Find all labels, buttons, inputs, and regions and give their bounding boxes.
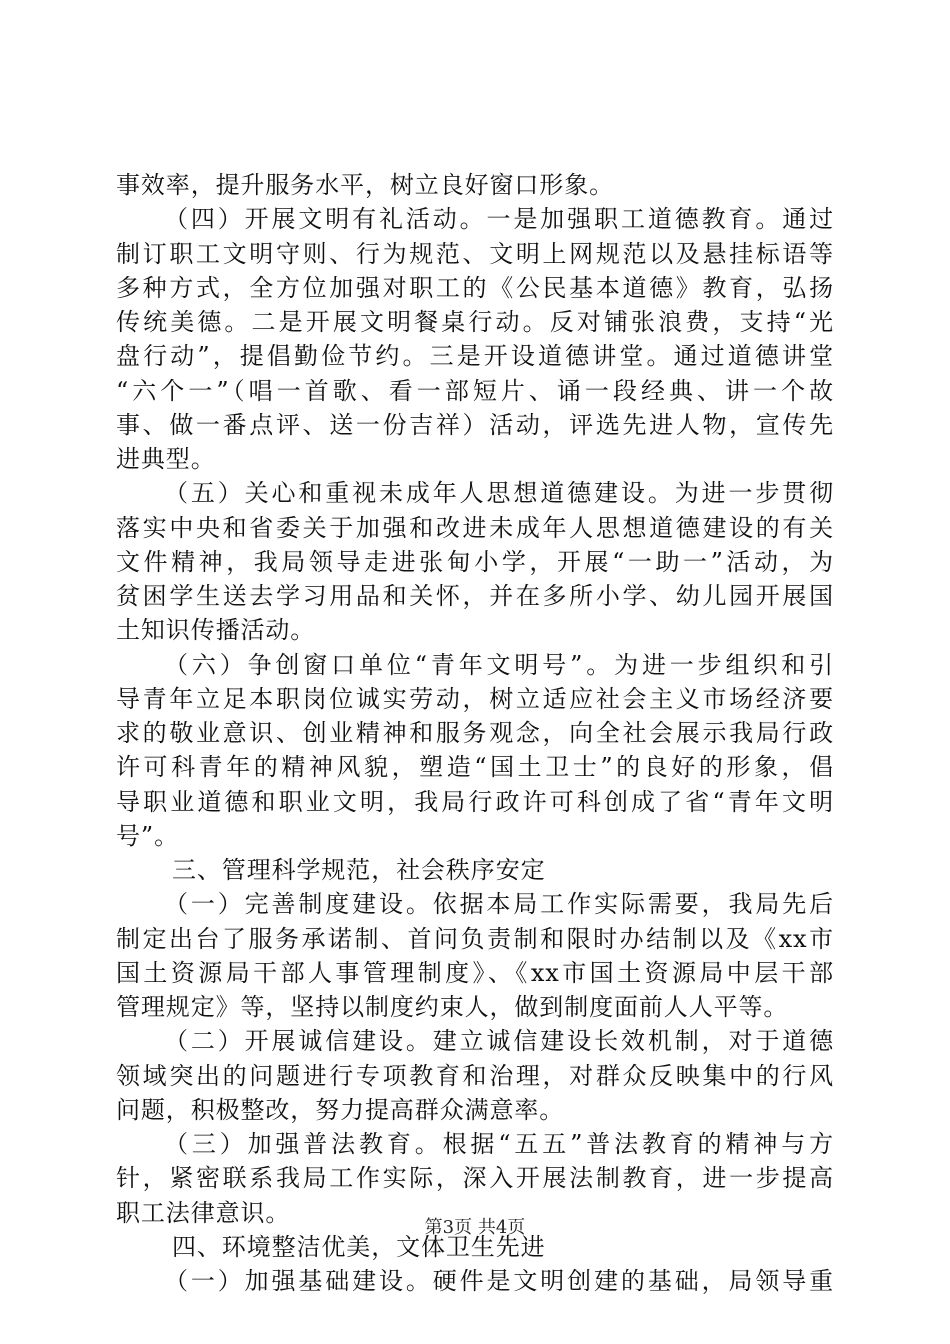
body-line: 号”。 (116, 821, 179, 850)
body-line: 落实中央和省委关于加强和改进未成年人思想道德建设的有关 (116, 513, 834, 542)
body-line: （四）开展文明有礼活动。一是加强职工道德教育。通过 (164, 205, 834, 234)
section-heading: 四、环境整洁优美，文体卫生先进 (172, 1232, 546, 1261)
body-line: （二）开展诚信建设。建立诚信建设长效机制，对于道德 (164, 1027, 834, 1056)
body-line: （一）完善制度建设。依据本局工作实际需要，我局先后 (164, 890, 834, 919)
body-line: 贫困学生送去学习用品和关怀，并在多所小学、幼儿园开展国 (116, 582, 834, 610)
body-line: 导职业道德和职业文明，我局行政许可科创成了省“青年文明 (116, 787, 834, 816)
body-line: 多种方式，全方位加强对职工的《公民基本道德》教育，弘扬 (116, 273, 834, 302)
body-line: 文件精神，我局领导走进张甸小学，开展“一助一”活动，为 (116, 547, 834, 576)
body-line: 导青年立足本职岗位诚实劳动，树立适应社会主义市场经济要 (116, 684, 834, 713)
body-line: （五）关心和重视未成年人思想道德建设。为进一步贯彻 (164, 479, 834, 508)
body-line: 盘行动”，提倡勤俭节约。三是开设道德讲堂。通过道德讲堂 (116, 342, 834, 371)
body-line: 事、做一番点评、送一份吉祥）活动，评选先进人物，宣传先 (116, 410, 834, 439)
body-line: 针，紧密联系我局工作实际，深入开展法制教育，进一步提高 (116, 1164, 834, 1193)
body-line: （三）加强普法教育。根据“五五”普法教育的精神与方 (164, 1130, 834, 1158)
body-line: 制定出台了服务承诺制、首问负责制和限时办结制以及《xx市 (116, 924, 834, 953)
body-line: 国土资源局干部人事管理制度》、《xx市国土资源局中层干部 (116, 958, 834, 987)
body-line: 问题，积极整改，努力提高群众满意率。 (116, 1095, 565, 1124)
body-line: （一）加强基础建设。硬件是文明创建的基础，局领导重 (164, 1267, 834, 1295)
document-body (116, 168, 834, 1298)
body-line: 领域突出的问题进行专项教育和治理，对群众反映集中的行风 (116, 1061, 834, 1090)
body-line: 求的敬业意识、创业精神和服务观念，向全社会展示我局行政 (116, 719, 834, 747)
body-line: 制订职工文明守则、行为规范、文明上网规范以及悬挂标语等 (116, 239, 834, 268)
body-line: 职工法律意识。 (116, 1198, 291, 1227)
body-line: 传统美德。二是开展文明餐桌行动。反对铺张浪费，支持“光 (116, 308, 834, 336)
body-line: （六）争创窗口单位“青年文明号”。为进一步组织和引 (164, 650, 834, 679)
page-footer (0, 1213, 950, 1239)
body-line: “六个一”（唱一首歌、看一部短片、诵一段经典、讲一个故 (116, 376, 834, 405)
section-heading: 三、管理科学规范，社会秩序安定 (172, 856, 546, 884)
body-line: 管理规定》等，坚持以制度约束人，做到制度面前人人平等。 (116, 993, 789, 1021)
body-line: 土知识传播活动。 (116, 616, 316, 645)
body-line: 进典型。 (116, 445, 216, 473)
body-line: 许可科青年的精神风貌，塑造“国土卫士”的良好的形象，倡 (116, 753, 834, 782)
body-line: 事效率，提升服务水平，树立良好窗口形象。 (116, 171, 614, 199)
page-number: 第3页 共4页 (424, 1217, 526, 1238)
